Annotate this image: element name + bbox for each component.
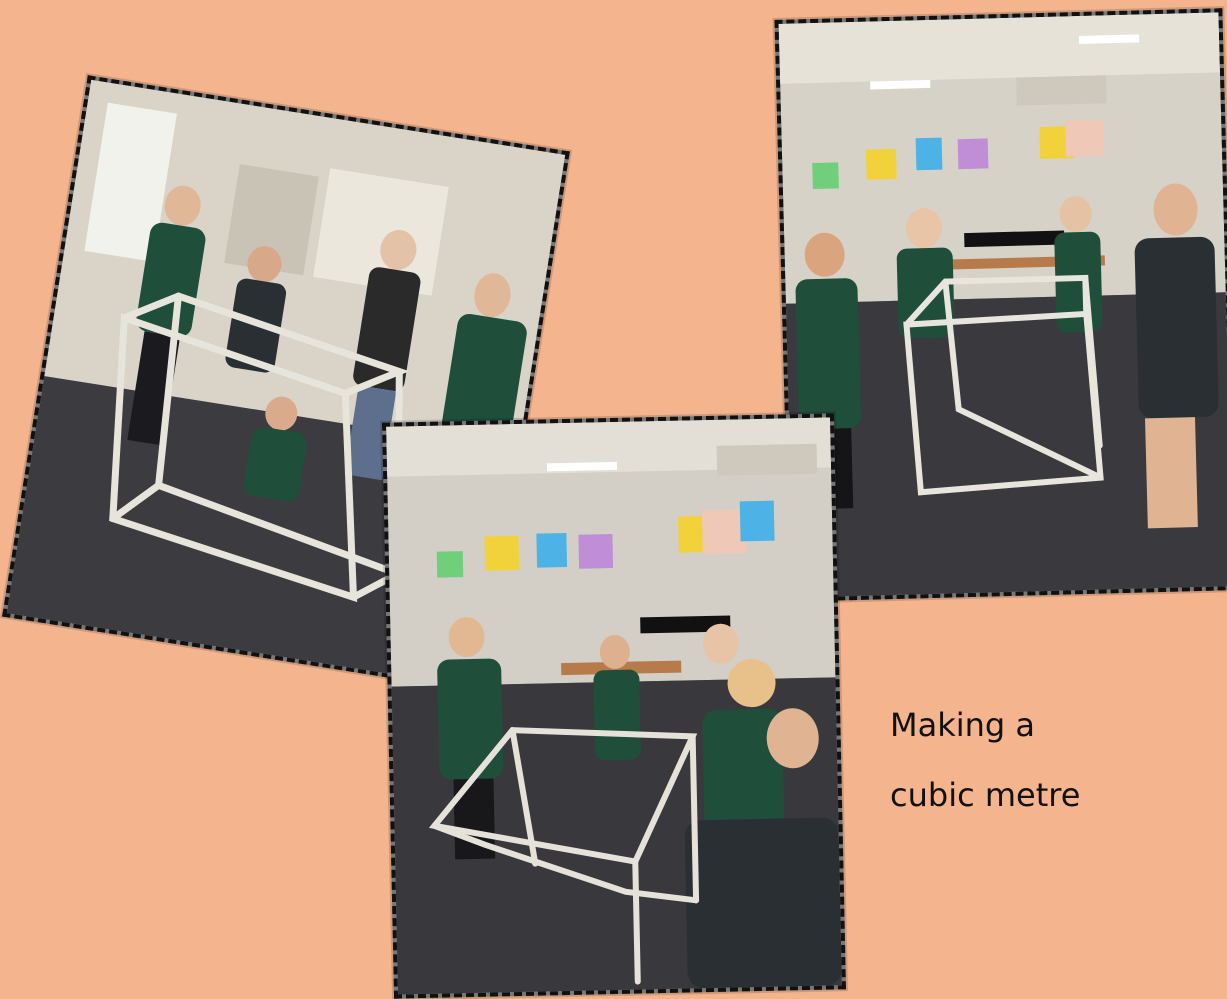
photo-classroom-cube-center xyxy=(382,413,846,998)
photo-2-image xyxy=(779,12,1227,597)
caption-line-1: Making a xyxy=(890,706,1036,744)
caption xyxy=(890,690,1170,830)
photo-classroom-cube-right xyxy=(774,8,1227,602)
caption-line-2: cubic metre xyxy=(890,776,1081,814)
photo-3-image xyxy=(386,417,842,994)
